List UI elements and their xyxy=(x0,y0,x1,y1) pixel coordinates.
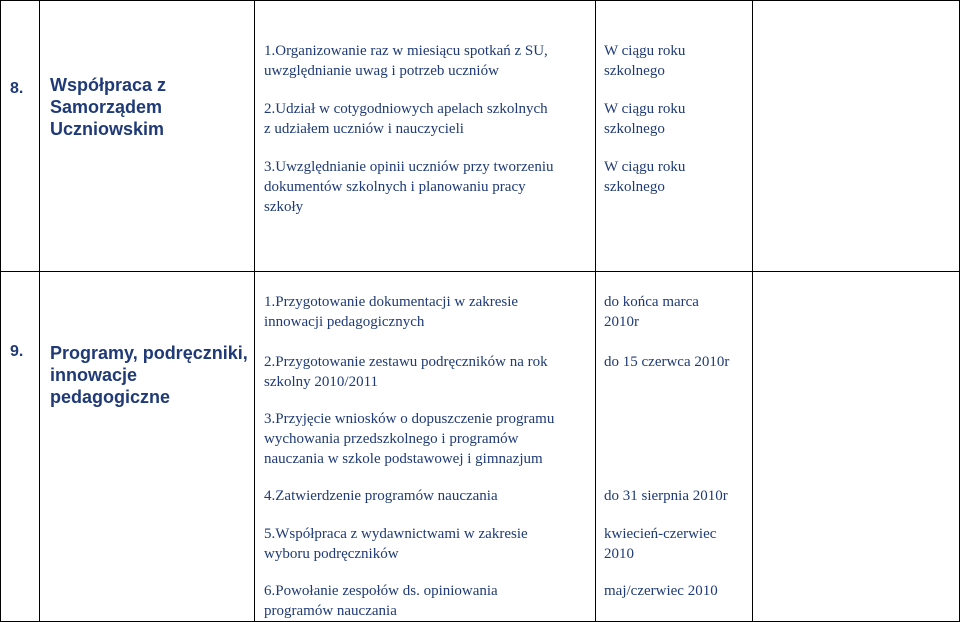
deadline-item xyxy=(604,486,728,506)
deadline-line: szkolnego xyxy=(604,179,665,195)
table-border-top xyxy=(0,0,960,1)
deadline-line: szkolnego xyxy=(604,63,665,79)
task-line: 5.Współpraca z wydawnictwami w zakresie xyxy=(264,526,528,542)
deadline-line: W ciągu roku xyxy=(604,43,686,59)
deadline-line: 2010r xyxy=(604,314,639,330)
row-title-line: Programy, podręczniki, xyxy=(50,343,248,363)
column-divider xyxy=(39,0,40,622)
task-line: 3.Uwzględnianie opinii uczniów przy tworzeniu xyxy=(264,159,554,175)
row-title xyxy=(50,74,166,140)
deadline-line: kwiecień-czerwiec xyxy=(604,526,717,542)
task-line: 6.Powołanie zespołów ds. opiniowania xyxy=(264,583,498,599)
task-line: 1.Przygotowanie dokumentacji w zakresie xyxy=(264,294,519,310)
column-divider xyxy=(595,0,596,622)
task-line: 4.Zatwierdzenie programów nauczania xyxy=(264,488,498,504)
column-divider xyxy=(254,0,255,622)
deadline-item xyxy=(604,41,685,81)
column-divider xyxy=(752,0,753,622)
task-line: dokumentów szkolnych i planowaniu pracy xyxy=(264,179,526,195)
task-item xyxy=(264,157,554,217)
deadline-line: 2010 xyxy=(604,546,634,562)
task-item xyxy=(264,41,548,81)
task-line: wychowania przedszkolnego i programów xyxy=(264,431,519,447)
deadline-line: szkolnego xyxy=(604,121,665,137)
task-item xyxy=(264,524,528,564)
deadline-line: W ciągu roku xyxy=(604,101,686,117)
task-item xyxy=(264,292,518,332)
task-item xyxy=(264,581,498,621)
row-divider xyxy=(0,271,960,272)
row-title-line: Współpraca z xyxy=(50,75,167,95)
deadline-item xyxy=(604,292,699,332)
task-line: szkolny 2010/2011 xyxy=(264,374,379,390)
deadline-line: maj/czerwiec 2010 xyxy=(604,583,718,599)
deadline-line: do 31 sierpnia 2010r xyxy=(604,488,728,504)
deadline-line: do 15 czerwca 2010r xyxy=(604,354,730,370)
table-border-left xyxy=(0,0,1,622)
deadline-line: W ciągu roku xyxy=(604,159,686,175)
deadline-item xyxy=(604,352,729,372)
task-item xyxy=(264,486,498,506)
row-title-line: Samorządem xyxy=(50,97,163,117)
task-line: programów nauczania xyxy=(264,603,397,619)
deadline-line: do końca marca xyxy=(604,294,699,310)
row-number: 9. xyxy=(10,343,24,360)
task-line: 2.Udział w cotygodniowych apelach szkolnych xyxy=(264,101,548,117)
task-line: uwzględnianie uwag i potrzeb uczniów xyxy=(264,63,499,79)
deadline-item xyxy=(604,99,685,139)
task-line: 2.Przygotowanie zestawu podręczników na rok xyxy=(264,354,548,370)
task-line: 1.Organizowanie raz w miesiącu spotkań z SU, xyxy=(264,43,548,59)
task-line: szkoły xyxy=(264,199,304,215)
row-title xyxy=(50,342,248,408)
task-line: innowacji pedagogicznych xyxy=(264,314,425,330)
row-title-line: pedagogiczne xyxy=(50,387,171,407)
deadline-item xyxy=(604,524,716,564)
row-title-line: innowacje xyxy=(50,365,138,385)
row-number: 8. xyxy=(10,80,24,97)
task-line: nauczania w szkole podstawowej i gimnazjum xyxy=(264,451,543,467)
deadline-item xyxy=(604,157,685,197)
task-item xyxy=(264,409,554,469)
task-line: wyboru podręczników xyxy=(264,546,399,562)
task-item xyxy=(264,99,548,139)
task-line: 3.Przyjęcie wniosków o dopuszczenie programu xyxy=(264,411,555,427)
task-line: z udziałem uczniów i nauczycieli xyxy=(264,121,464,137)
task-item xyxy=(264,352,548,392)
deadline-item xyxy=(604,581,718,601)
row-title-line: Uczniowskim xyxy=(50,119,165,139)
